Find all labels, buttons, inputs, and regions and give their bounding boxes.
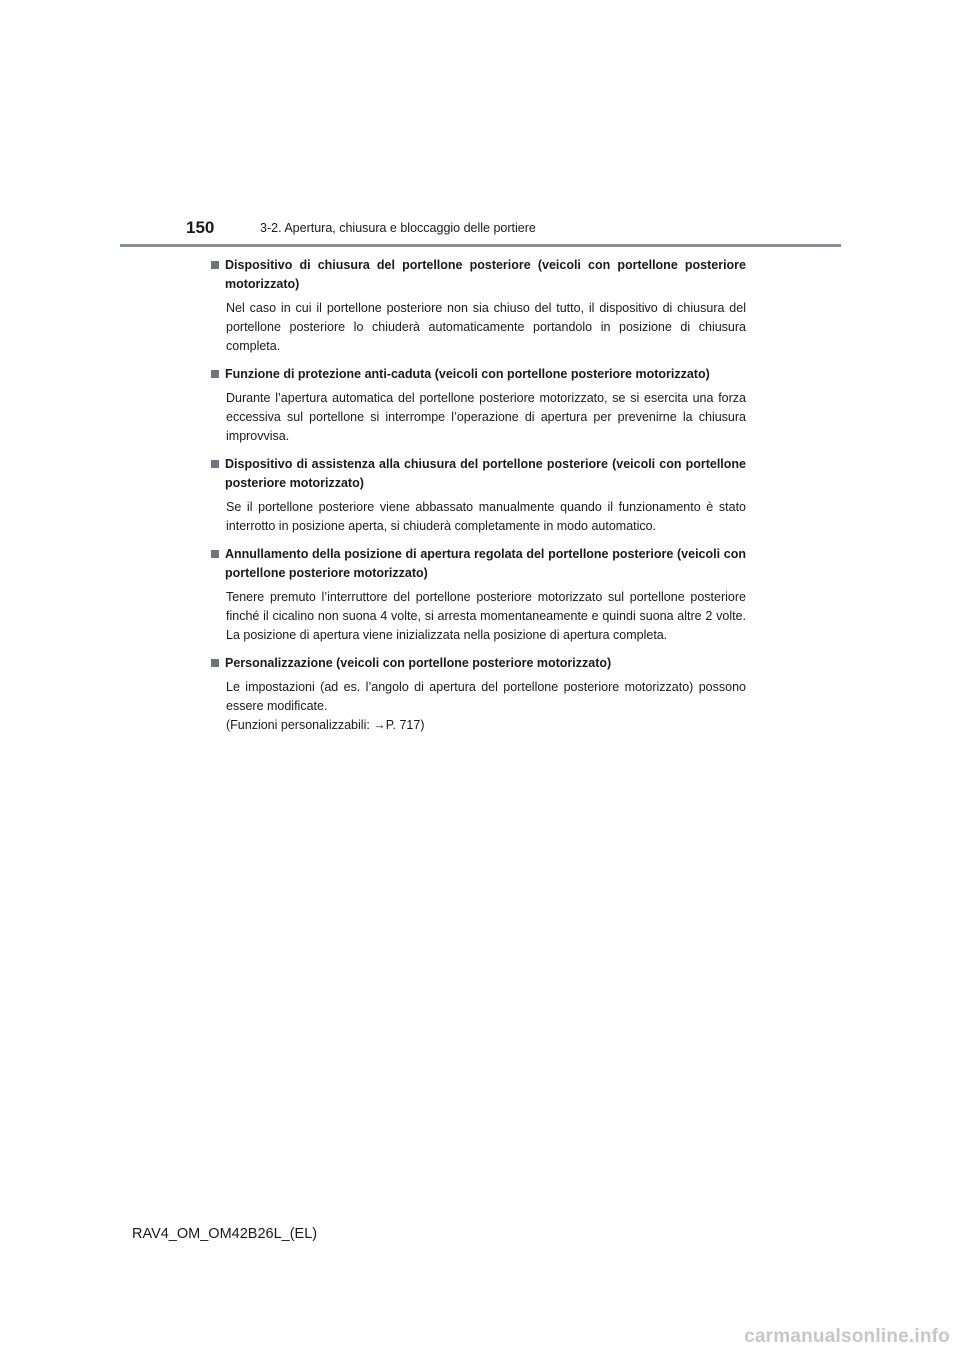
page-number: 150 [186, 218, 215, 237]
item-body-line: Le impostazioni (ad es. l’angolo di apertura del portellone posteriore motorizzato) possono essere modificate. [226, 680, 746, 713]
item-title-text: Dispositivo di assistenza alla chiusura del portellone posteriore (veicoli con portellone posteriore motorizzato) [225, 457, 746, 490]
square-bullet-icon [211, 460, 219, 468]
item-body: Se il portellone posteriore viene abbassato manualmente quando il funzionamento è stato interrotto in posizione aperta, si chiuderà completamente in modo automatico. [226, 500, 746, 533]
cross-reference-link[interactable]: (Funzioni personalizzabili: →P. 717) [226, 718, 425, 732]
item-title-text: Dispositivo di chiusura del portellone posteriore (veicoli con portellone posteriore motorizzato) [225, 258, 746, 291]
item-title [211, 545, 746, 583]
item-body [226, 678, 746, 735]
watermark: carmanualsonline.info [744, 1326, 950, 1347]
section-item [211, 365, 746, 446]
item-title-text: Personalizzazione (veicoli con portellone posteriore motorizzato) [225, 656, 612, 670]
square-bullet-icon [211, 261, 219, 269]
item-title-text: Annullamento della posizione di apertura regolata del portellone posteriore (veicoli con portellone posteriore motorizzato) [225, 547, 746, 580]
footer-doc-code: RAV4_OM_OM42B26L_(EL) [132, 1226, 318, 1242]
section-item [211, 256, 746, 356]
item-body: Durante l’apertura automatica del portellone posteriore motorizzato, se si esercita una forza eccessiva sul portellone si interrompe l’operazione di apertura per prevenirne la chiusura improvvisa. [226, 391, 746, 443]
content-area [211, 256, 746, 744]
item-body: Tenere premuto l’interruttore del portellone posteriore motorizzato sul portellone posteriore finché il cicalino non suona 4 volte, si arresta momentaneamente e quindi suona altre 2 volte. La posizione di apertura viene inizializzata nella posizione di apertura completa. [226, 590, 746, 642]
section-item [211, 455, 746, 536]
item-title [211, 654, 746, 673]
square-bullet-icon [211, 550, 219, 558]
item-title [211, 455, 746, 493]
square-bullet-icon [211, 659, 219, 667]
section-item [211, 545, 746, 645]
section-item [211, 654, 746, 735]
section-title: 3-2. Apertura, chiusura e bloccaggio delle portiere [260, 221, 536, 235]
item-body: Nel caso in cui il portellone posteriore non sia chiuso del tutto, il dispositivo di chiusura del portellone posteriore lo chiuderà automaticamente portandolo in posizione di chiusura completa. [226, 301, 746, 353]
item-title [211, 365, 746, 384]
item-title-text: Funzione di protezione anti-caduta (veicoli con portellone posteriore motorizzato) [225, 367, 710, 381]
square-bullet-icon [211, 370, 219, 378]
item-title [211, 256, 746, 294]
header-rule [120, 244, 841, 247]
